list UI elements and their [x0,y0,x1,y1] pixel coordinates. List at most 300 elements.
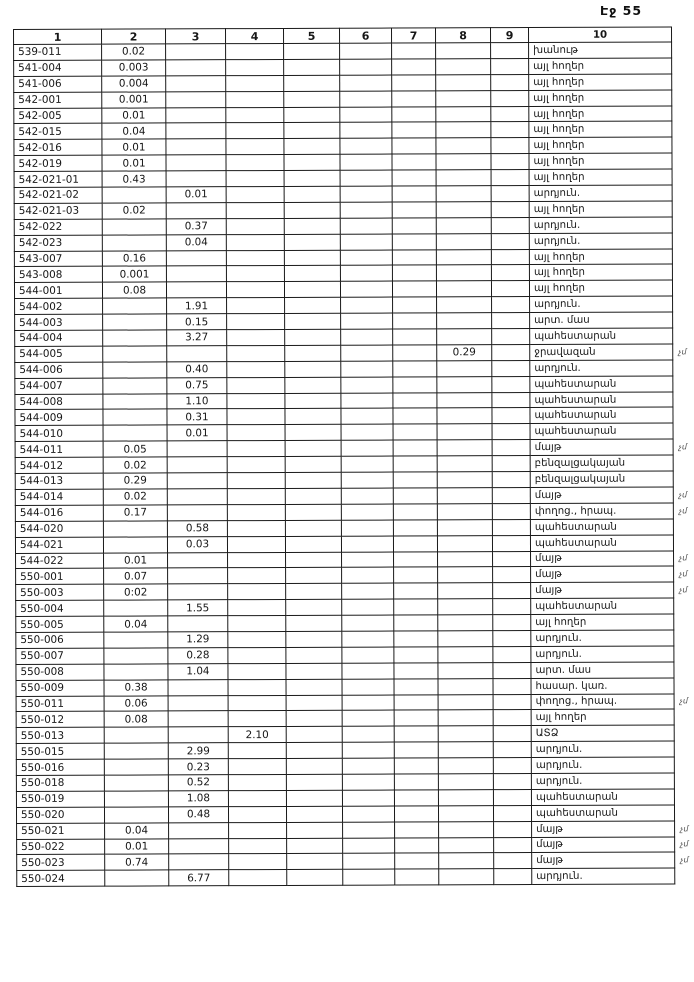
value-cell [284,107,340,123]
land-register-table [13,26,694,887]
value-cell [393,361,437,377]
value-cell [493,630,531,646]
parcel-id-cell: 544-021 [15,537,103,553]
value-cell [340,170,392,186]
value-cell [104,791,168,807]
value-cell [227,488,285,504]
value-cell [341,409,393,425]
value-cell [228,743,286,759]
value-cell [284,234,340,250]
value-cell [104,759,168,775]
margin-note [672,74,692,90]
value-cell: 0.06 [104,695,168,711]
value-cell: 0.17 [103,505,167,521]
value-cell [491,265,529,281]
value-cell [436,59,491,75]
margin-note [674,789,694,805]
value-cell [392,218,436,234]
parcel-id-cell: 544-011 [15,441,103,457]
value-cell [493,662,531,678]
value-cell: 0.02 [103,457,167,473]
value-cell [492,408,530,424]
margin-note [673,328,693,344]
value-cell [437,392,492,408]
value-cell [285,297,341,313]
value-cell [284,202,340,218]
value-cell [439,837,494,853]
column-header: 4 [226,28,284,43]
value-cell [104,743,168,759]
value-cell [166,282,226,298]
value-cell: 2.99 [168,743,228,759]
parcel-id-cell: 550-009 [16,680,104,696]
value-cell [394,742,438,758]
value-cell [394,567,438,583]
value-cell [341,329,393,345]
land-use-cell: հասար. կառ. [531,678,674,694]
value-cell: 0.08 [102,282,166,298]
value-cell [226,250,284,266]
parcel-id-cell: 542-005 [14,108,102,124]
value-cell [166,60,226,76]
land-use-cell: այլ հողեր [529,264,672,280]
value-cell: 0.40 [167,361,227,377]
parcel-id-cell: 542-021-01 [14,171,102,187]
value-cell [491,281,529,297]
value-cell [340,59,392,75]
value-cell [286,790,342,806]
value-cell: 1.10 [167,393,227,409]
value-cell [438,710,493,726]
value-cell [394,583,438,599]
value-cell [169,838,229,854]
land-use-cell: այլ հողեր [529,121,672,137]
value-cell [226,266,284,282]
parcel-id-cell: 539-011 [14,44,102,60]
margin-note: չմ [679,553,688,563]
parcel-id-cell: 544-005 [15,346,103,362]
value-cell [226,234,284,250]
margin-note [672,201,692,217]
value-cell [227,409,285,425]
value-cell [227,425,285,441]
margin-note [673,312,693,328]
value-cell [342,663,394,679]
value-cell: 0.001 [102,266,166,282]
value-cell [169,854,229,870]
value-cell: 0.23 [168,759,228,775]
value-cell: 0.07 [104,568,168,584]
parcel-id-cell: 550-018 [16,775,104,791]
value-cell [493,583,531,599]
value-cell [102,219,166,235]
value-cell [436,281,491,297]
value-cell [104,807,168,823]
margin-note [672,121,692,137]
value-cell: 0.31 [167,409,227,425]
value-cell [340,91,392,107]
column-header: 3 [166,29,226,44]
value-cell [166,107,226,123]
value-cell [394,694,438,710]
value-cell [341,345,393,361]
value-cell [286,647,342,663]
value-cell [342,599,394,615]
value-cell [491,74,529,90]
value-cell [103,298,167,314]
value-cell [394,631,438,647]
margin-note [674,630,694,646]
land-use-cell: պահեստարան [531,805,674,821]
value-cell [103,394,167,410]
land-use-cell: մայթ [532,852,675,868]
margin-note: չմ [678,347,687,357]
value-cell: 0.37 [166,218,226,234]
margin-note: չմ [678,506,688,516]
value-cell: 0.28 [168,648,228,664]
margin-note: չմ [679,569,688,579]
value-cell: 0.58 [167,520,227,536]
value-cell [168,552,228,568]
value-cell [436,122,491,138]
value-cell [438,790,493,806]
value-cell [286,599,342,615]
value-cell [103,346,167,362]
value-cell [285,520,341,536]
value-cell [104,664,168,680]
value-cell [436,186,491,202]
value-cell [286,711,342,727]
land-use-cell: խանութ [529,42,672,58]
value-cell [394,790,438,806]
parcel-id-cell: 543-008 [14,267,102,283]
value-cell [341,313,393,329]
value-cell: 6.77 [169,870,229,886]
value-cell [340,202,392,218]
value-cell [340,234,392,250]
margin-note [673,296,693,312]
value-cell [228,663,286,679]
value-cell: 0.29 [437,345,492,361]
value-cell [226,186,284,202]
value-cell [166,266,226,282]
value-cell [492,313,530,329]
value-cell [340,43,392,59]
margin-note [672,42,692,58]
value-cell [492,487,530,503]
value-cell [342,758,394,774]
value-cell [341,297,393,313]
value-cell [168,584,228,600]
value-cell [491,58,529,74]
value-cell: 0.01 [166,187,226,203]
page-number: Էջ 55 [600,3,643,18]
value-cell [394,551,438,567]
value-cell: 0.02 [102,44,166,60]
value-cell [166,123,226,139]
value-cell [492,440,530,456]
margin-spacer [671,27,691,42]
value-cell [168,695,228,711]
value-cell [341,520,393,536]
value-cell [392,154,436,170]
value-cell [104,775,168,791]
value-cell [394,647,438,663]
parcel-id-cell: 550-007 [16,648,104,664]
value-cell [342,726,394,742]
value-cell [437,519,492,535]
value-cell [167,457,227,473]
parcel-id-cell: 550-005 [16,616,104,632]
value-cell [493,551,531,567]
value-cell [492,376,530,392]
value-cell [229,870,287,886]
margin-note [672,58,692,74]
value-cell [493,646,531,662]
margin-note: չմ [678,490,688,500]
value-cell [226,59,284,75]
value-cell [286,806,342,822]
margin-note [673,407,693,423]
value-cell [168,727,228,743]
margin-note [674,805,694,821]
parcel-id-cell: 544-002 [15,298,103,314]
value-cell [226,123,284,139]
value-cell: 0.15 [167,314,227,330]
value-cell [340,122,392,138]
land-use-cell: այլ հողեր [531,709,674,725]
land-use-cell: արդյուն. [531,773,674,789]
value-cell [166,75,226,91]
value-cell: 0:02 [104,584,168,600]
value-cell [491,154,529,170]
land-use-cell: ԱՏՁ [531,725,674,741]
parcel-id-cell: 544-004 [15,330,103,346]
value-cell [437,472,492,488]
land-use-cell: պահեստարան [530,392,673,408]
value-cell [492,297,530,313]
value-cell [226,202,284,218]
land-use-cell: արդյուն. [530,360,673,376]
value-cell: 0.02 [103,489,167,505]
land-use-cell: արդյուն. [529,185,672,201]
value-cell [438,615,493,631]
value-cell [286,663,342,679]
value-cell [228,806,286,822]
value-cell [284,186,340,202]
value-cell [436,217,491,233]
value-cell [103,314,167,330]
value-cell [493,567,531,583]
value-cell [492,329,530,345]
land-use-cell: այլ հողեր [529,169,672,185]
column-header: 6 [339,28,391,43]
margin-note [672,280,692,296]
land-use-cell: արտ. մաս [531,662,674,678]
land-use-cell: բենզալցակայան [530,455,673,471]
value-cell [493,599,531,615]
value-cell: 0.004 [102,76,166,92]
value-cell [169,822,229,838]
margin-note [672,105,692,121]
parcel-id-cell: 542-016 [14,140,102,156]
value-cell [227,345,285,361]
value-cell [103,409,167,425]
value-cell [340,154,392,170]
value-cell [343,853,395,869]
value-cell [491,170,529,186]
margin-note [675,868,694,884]
value-cell [392,43,436,59]
value-cell [438,567,493,583]
land-use-cell: այլ հողեր [529,90,672,106]
value-cell: 0.003 [102,60,166,76]
value-cell [286,695,342,711]
value-cell: 0.01 [105,838,169,854]
margin-note [672,233,692,249]
value-cell [284,250,340,266]
value-cell [436,265,491,281]
parcel-id-cell: 544-008 [15,394,103,410]
value-cell [343,822,395,838]
parcel-id-cell: 550-008 [16,664,104,680]
margin-note: չմ [679,696,688,706]
value-cell [436,138,491,154]
value-cell [226,171,284,187]
parcel-id-cell: 544-003 [15,314,103,330]
value-cell [168,679,228,695]
value-cell [393,424,437,440]
value-cell [286,615,342,631]
value-cell: 0.04 [104,616,168,632]
land-use-cell: բենզալցակայան [530,471,673,487]
value-cell [341,424,393,440]
value-cell [166,171,226,187]
value-cell [228,774,286,790]
value-cell [228,568,286,584]
value-cell [285,536,341,552]
land-use-cell: պահեստարան [530,535,673,551]
value-cell [395,837,439,853]
value-cell [438,551,493,567]
parcel-id-cell: 542-001 [14,92,102,108]
value-cell [286,758,342,774]
column-header: 10 [528,27,671,43]
value-cell [342,742,394,758]
value-cell [436,233,491,249]
value-cell [393,472,437,488]
margin-note [674,646,694,662]
value-cell [436,43,491,59]
margin-note [674,741,694,757]
margin-note [673,391,693,407]
value-cell [104,600,168,616]
value-cell [341,377,393,393]
value-cell [491,249,529,265]
value-cell: 0.08 [104,711,168,727]
land-use-cell: արդյուն. [531,741,674,757]
value-cell [166,91,226,107]
value-cell [436,74,491,90]
value-cell [437,456,492,472]
value-cell: 0.001 [102,92,166,108]
value-cell [103,378,167,394]
value-cell [284,266,340,282]
value-cell [394,726,438,742]
value-cell [103,330,167,346]
margin-note: չմ [680,855,689,865]
value-cell [227,314,285,330]
land-use-cell: այլ հողեր [529,249,672,265]
land-use-cell: այլ հողեր [529,58,672,74]
column-header: 9 [490,28,528,43]
value-cell [395,822,439,838]
value-cell [395,853,439,869]
parcel-id-cell: 541-006 [14,76,102,92]
column-header: 2 [102,29,166,44]
parcel-id-cell: 550-004 [16,600,104,616]
value-cell [340,75,392,91]
value-cell [392,281,436,297]
value-cell [438,647,493,663]
value-cell [437,503,492,519]
margin-note [672,169,692,185]
parcel-id-cell: 544-020 [15,521,103,537]
value-cell [393,408,437,424]
value-cell: 0.43 [102,171,166,187]
value-cell [492,472,530,488]
parcel-id-cell: 544-006 [15,362,103,378]
value-cell [286,552,342,568]
value-cell [227,298,285,314]
value-cell [228,711,286,727]
margin-note [673,376,693,392]
value-cell [439,869,494,885]
parcel-id-cell: 544-012 [15,457,103,473]
value-cell [392,59,436,75]
parcel-id-cell: 550-023 [17,855,105,871]
parcel-id-cell: 550-016 [16,759,104,775]
margin-note [672,90,692,106]
value-cell [342,567,394,583]
value-cell [493,710,531,726]
value-cell [341,393,393,409]
land-use-cell: պահեստարան [531,789,674,805]
land-use-cell: փողոց., հրապ. [530,503,673,519]
value-cell: 0.04 [105,823,169,839]
value-cell [491,138,529,154]
value-cell [392,75,436,91]
value-cell [438,599,493,615]
value-cell [102,235,166,251]
value-cell [341,488,393,504]
parcel-table [13,26,694,887]
value-cell [228,616,286,632]
land-use-cell: պահեստարան [530,423,673,439]
land-use-cell: այլ հողեր [529,153,672,169]
value-cell: 0.01 [102,107,166,123]
value-cell [285,377,341,393]
value-cell [284,59,340,75]
value-cell [494,853,532,869]
value-cell [284,154,340,170]
value-cell [494,869,532,885]
land-use-cell: փողոց., հրապ. [531,693,674,709]
land-use-cell: մայթ [532,821,675,837]
parcel-id-cell: 550-022 [17,839,105,855]
column-header: 5 [283,28,339,43]
value-cell [226,155,284,171]
